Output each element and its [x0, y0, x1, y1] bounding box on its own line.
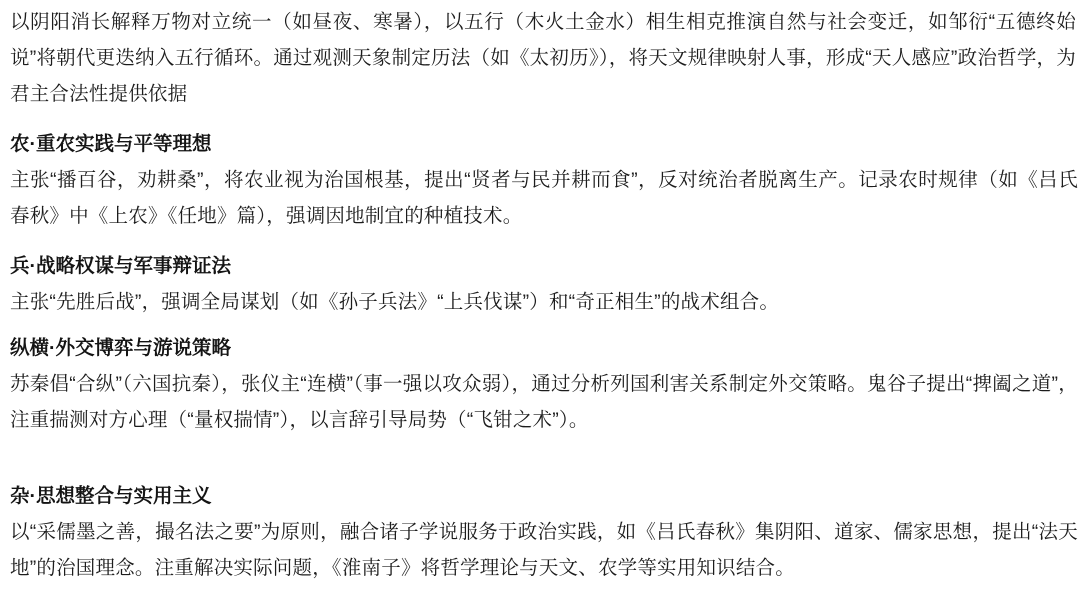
- paragraph-diplomacy: 苏秦倡“合纵”（六国抗秦），张仪主“连横”（事一强以攻众弱），通过分析列国利害关系制定外交策略。鬼谷子提出“捭阖之道”，注重揣测对方心理（“量权揣情”），以言辞引导局势（“飞钳之术”）。: [10, 373, 1078, 431]
- spacer: [10, 234, 1078, 248]
- spacer: [10, 320, 1078, 330]
- spacer: [10, 438, 1078, 478]
- heading-military: 兵·战略权谋与军事辩证法: [10, 255, 231, 277]
- paragraph-eclectic: 以“采儒墨之善，撮名法之要”为原则，融合诸子学说服务于政治实践，如《吕氏春秋》集阴阳、道家、儒家思想，提出“法天地”的治国理念。注重解决实际问题，《淮南子》将哲学理论与天文、农学等实用知识结合。: [10, 521, 1078, 579]
- heading-eclectic: 杂·思想整合与实用主义: [10, 485, 212, 507]
- heading-diplomacy: 纵横·外交博弈与游说策略: [10, 337, 231, 359]
- paragraph-yinyang: 以阴阳消长解释万物对立统一（如昼夜、寒暑），以五行（木火土金水）相生相克推演自然与社会变迁，如邹衍“五德终始说”将朝代更迭纳入五行循环。通过观测天象制定历法（如《太初历》），将天文规律映射人事，形成“天人感应”政治哲学，为君主合法性提供依据: [10, 11, 1076, 105]
- spacer: [10, 112, 1078, 126]
- heading-agriculture: 农·重农实践与平等理想: [10, 133, 212, 155]
- paragraph-military: 主张“先胜后战”，强调全局谋划（如《孙子兵法》“上兵伐谋”）和“奇正相生”的战术组合。: [10, 291, 780, 313]
- paragraph-agriculture: 主张“播百谷，劝耕桑”，将农业视为治国根基，提出“贤者与民并耕而食”，反对统治者脱离生产。记录农时规律（如《吕氏春秋》中《上农》《任地》篇），强调因地制宜的种植技术。: [10, 169, 1078, 227]
